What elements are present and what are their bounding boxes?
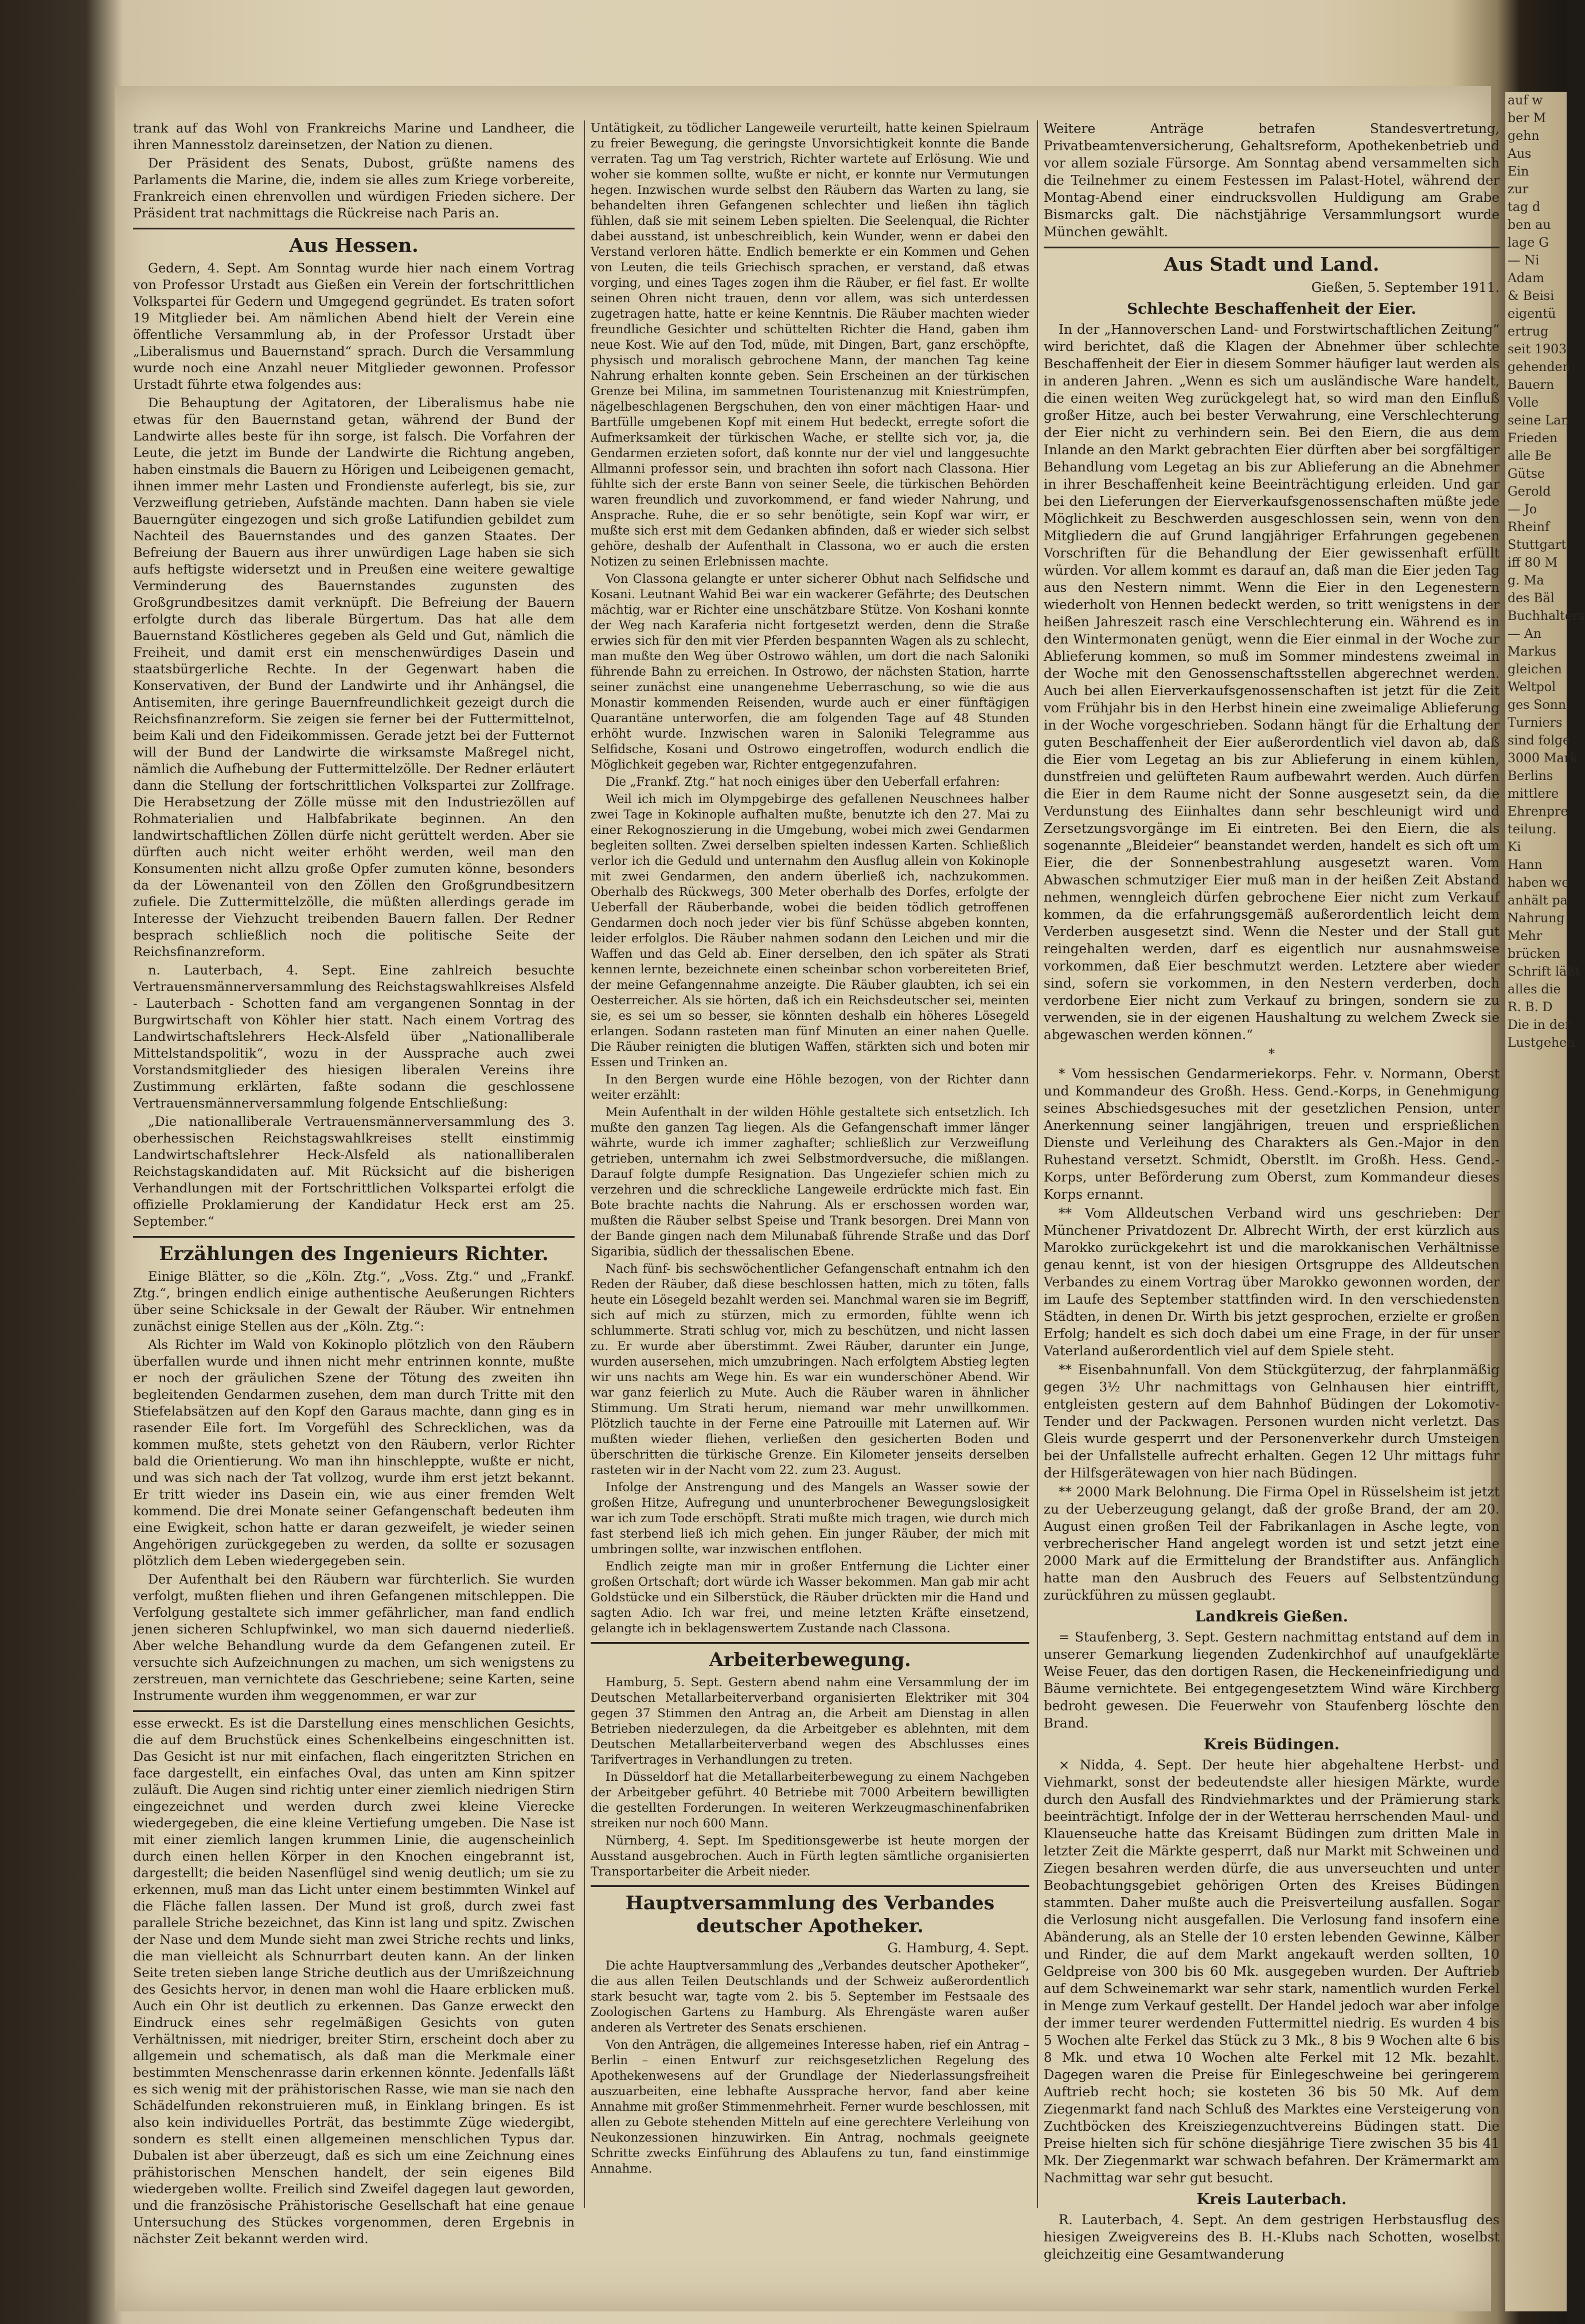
paragraph: Von den Anträgen, die allgemeines Interesse haben, rief ein Antrag – Berlin – einen Entwurf zur reichsgesetzlichen Regelung des Apothekenwesens auf der Grundlage der Niederlassungsfreiheit auszuarbeiten, eine lebhafte Aussprache hervor, fand aber keine Annahme mit großer Stimmenmehrheit. Ferner wurde beschlossen, mit allen zu Gebote stehenden Mitteln auf eine gerechtere Verleihung von Neukonzessionen hinzuwirken. Ein Antrag, nochmals geeignete Schritte zwecks Einführung des Ablaufens zu tun, fand einstimmige Annahme.: [591, 2038, 1029, 2175]
column-1: [133, 120, 575, 2271]
edge-fragment: gehn: [1508, 129, 1540, 143]
paragraph: In den Bergen wurde eine Höhle bezogen, von der Richter dann weiter erzählt:: [591, 1073, 1029, 1102]
edge-fragment: alles die: [1508, 982, 1561, 997]
edge-fragment: g. Ma: [1508, 574, 1544, 588]
edge-fragment: — Ni: [1508, 254, 1540, 268]
adjacent-page-edge: [1505, 92, 1585, 2311]
edge-fragment: — An: [1508, 627, 1542, 641]
heading-apotheker: Hauptversammlung des Verbandes deutscher Apotheker.: [625, 1892, 995, 1937]
section-eier: [1044, 321, 1500, 1044]
edge-fragment: mittlere: [1508, 787, 1559, 801]
paragraph: esse erweckt. Es ist die Darstellung eines menschlichen Gesichts, die auf dem Bruchstück eines Schenkelbeins eingeschnitten ist. Das Gesicht ist nur mit einfachen, flach eingeritzten Strichen en face dargestellt, ein einfaches Oval, das unten am Kinn spitzer zuläuft. Die Augen sind richtig unter einer ziemlich niedrigen Stirn eingezeichnet und werden durch zwei kleine Vierecke wiedergegeben, die eine kleine Vertiefung umgeben. Die Nase ist mit einer ziemlich langen krummen Linie, die augenscheinlich durch einen hellen Körper in den Knochen eingebrannt ist, dargestellt; die beiden Nasenflügel sind wenig deutlich; um sie zu erkennen, muß man das Licht unter einem bestimmten Winkel auf die Fläche fallen lassen. Der Mund ist groß, durch zwei fast parallele Striche bezeichnet, das Kinn ist lang und spitz. Zwischen der Nase und dem Munde sieht man zwei Striche rechts und links, die man vielleicht als Schnurrbart deuten kann. An der linken Seite treten sieben lange Striche deutlich aus der Umrißzeichnung des Gesichts hervor, in denen man wohl die Haare erblicken muß. Auch ein Ohr ist deutlich zu erkennen. Das Ganze erweckt den Eindruck eines sehr regelmäßigen Gesichts von guten Verhältnissen, mit niedriger, breiter Stirn, erscheint doch aber zu allgemein und schematisch, als daß man die Merkmale einer bestimmten Menschenrasse darin erkennen könnte. Jedenfalls läßt es sich wenig mit der prähistorischen Rasse, wie man sie nach den Schädelfunden rekonstruieren muß, in Einklang bringen. Es ist also kein individuelles Porträt, das bestimmte Züge wiedergibt, sondern es stellt einen allgemeinen menschlichen Typus dar. Dubalen ist aber überzeugt, daß es sich um eine Zeichnung eines prähistorischen Menschen handelt, der sein eigenes Bild wiedergeben wollte. Freilich sind Zweifel dagegen laut geworden, und die französische Prähistorische Gesellschaft hat eine genaue Untersuchung des Stückes vorgenommen, deren Ergebnis in nächster Zeit bekannt werden wird.: [133, 1716, 575, 2247]
section-kreis-giessen: [1044, 1629, 1500, 1732]
heading-kreis-lauterbach: Kreis Lauterbach.: [1196, 2191, 1347, 2208]
paragraph: In Düsseldorf hat die Metallarbeiterbewegung zu einem Nachgeben der Arbeitgeber geführt. 40 Betriebe mit 7000 Arbeitern bewilligten die gestellten Forderungen. In weiteren Werkzeugmaschinenfabriken streiken nur noch 600 Mann.: [591, 1770, 1029, 1830]
edge-fragment: Gerold: [1508, 485, 1551, 499]
paragraph: Die „Frankf. Ztg.“ hat noch einiges über den Ueberfall erfahren:: [606, 775, 1000, 789]
section-rule: [133, 1236, 575, 1238]
section-rule: [133, 228, 575, 229]
paragraph: Die achte Hauptversammlung des „Verbandes deutscher Apotheker“, die aus allen Teilen Deutschlands und der Schweiz außerordentlich stark besucht war, tagte vom 2. bis 5. September im Festsaale des Zoologischen Gartens zu Hamburg. Als Ehrengäste waren außer anderen als Vertreter des Senats erschienen.: [591, 1959, 1029, 2034]
paragraph: Weitere Anträge betrafen Standesvertretung, Privatbeamtenversicherung, Gehaltsreform, Apothekenbetrieb und vor allem soziale Fürsorge. Am Sonntag abend versammelten sich die Teilnehmer zu einem Festessen im Palast-Hotel, während der Montag-Abend einer eindrucksvollen Huldigung am Grabe Bismarcks galt. Die nächstjährige Versammlungsort wurde München gewählt.: [1044, 122, 1500, 240]
edge-fragment: Rheinf: [1508, 520, 1550, 535]
edge-fragment: Schrift läßt: [1508, 965, 1580, 979]
edge-fragment: Turniers: [1508, 716, 1563, 730]
edge-fragment: tag d: [1508, 200, 1541, 215]
edge-fragment: lage G: [1508, 236, 1549, 250]
edge-fragment: iff 80 M: [1508, 556, 1558, 570]
heading-aus-hessen: Aus Hessen.: [289, 234, 419, 256]
column-2: [591, 120, 1029, 2271]
paragraph: Die Behauptung der Agitatoren, der Liberalismus habe nie etwas für den Bauernstand getan, während der Bund der Landwirte alles beste für ihn sorge, ist falsch. Die Vorfahren der Leute, die jetzt im Bunde der Landwirte die Richtung angeben, haben einstmals die Bauern zu Hörigen und Leibeigenen gemacht, ihnen immer mehr Lasten und Frondienste auferlegt, bis sie, zur Verzweiflung getrieben, Aufstände machten. Dann haben sie viele Bauerngüter eingezogen und sich große Latifundien gebildet zum Nachteil des Bauernstandes und des ganzen Staates. Der Befreiung der Bauern aus ihrer unwürdigen Lage haben sie sich aufs heftigste widersetzt und in Preußen eine weitere gewaltige Verminderung des Bauernstandes zugunsten des Großgrundbesitzes damit verknüpft. Die Befreiung der Bauern erfolgte durch das liberale Bürgertum. Das hat alle dem Bauernstand Köstlicheres gegeben als Geld und Gut, nämlich die Freiheit, und damit erst ein menschenwürdiges Dasein und staatsbürgerliche Rechte. In der Gegenwart haben die Konservativen, der Bund der Landwirte und ihr Anhängsel, die Antisemiten, ihre geringe Bauernfreundlichkeit gezeigt durch die Reichsfinanzreform. Sie zeigen sie ferner bei der Futtermittelnot, beim Kali und den Fideikommissen. Gerade jetzt bei der Futternot will der Bund der Landwirte die wirksamste Maßregel nicht, nämlich die Aufhebung der Futtermittelzölle. Der Redner erläutert dann die Stellung der fortschrittlichen Volkspartei zur Zollfrage. Die Herabsetzung der Zölle müsse mit den Industriezöllen auf Rohmaterialien und Halbfabrikate beginnen. An den landwirtschaftlichen Zöllen dürfe nicht gerüttelt werden. Aber sie dürften auch nicht weiter erhöht werden, weil man den Konsumenten nicht allzu große Opfer zumuten könne, besonders da der Löwenanteil von den Zöllen den Großgrundbesitzern zufiele. Die Zuttermittelzölle, die müßten allerdings gerade im Interesse der Viehzucht treibenden Bauern fallen. Der Redner besprach schließlich noch die politische Seite der Reichsfinanzreform.: [133, 396, 575, 960]
edge-fragment: sind folge: [1508, 734, 1571, 748]
paragraph: Hamburg, 5. Sept. Gestern abend nahm eine Versammlung der im Deutschen Metallarbeiterverband organisierten Elektriker mit 304 gegen 37 Stimmen den Antrag an, die Arbeit am Dienstag in allen Betrieben niederzulegen, da die Arbeitgeber es ablehnten, mit dem Deutschen Metallarbeiterverband wegen des Abschlusses eines Tarifvertrages in Verhandlungen zu treten.: [591, 1675, 1029, 1767]
edge-fragment: seine Lan: [1508, 414, 1570, 428]
section-rule: [591, 1642, 1029, 1644]
edge-fragment: ben au: [1508, 218, 1551, 232]
paragraph: R. Lauterbach, 4. Sept. An dem gestrigen Herbstausflug des hiesigen Zweigvereins des B. H.-Klubs nach Schotten, woselbst gleichzeitig eine Gesamtwanderung: [1044, 2213, 1500, 2262]
paragraph: × Nidda, 4. Sept. Der heute hier abgehaltene Herbst- und Viehmarkt, sonst der bedeutendste aller hiesigen Märkte, wurde durch den Ausfall des Rindviehmarktes und der Prämierung stark beeinträchtigt. Infolge der in der Wetterau herrschenden Maul- und Klauenseuche hatte das Kreisamt Büdingen zum dritten Male in letzter Zeit die Märkte gesperrt, daß nur Markt mit Schweinen und Ziegen besahren werden dürfe, die aus unverseuchten und unter Beobachtungsgebiet gehörigen Orten des Kreises Büdingen stammten. Daher mußte auch die Preisverteilung ausfallen. Sogar die Verlosung nicht ausgefallen. Die Verlosung fand insofern eine Abänderung, als an Stelle der 10 ersten lebenden Gewinne, Kälber und Rinder, die auf dem Markt angekauft werden sollten, 10 Geldpreise von 300 bis 60 Mk. ausgegeben wurden. Der Auftrieb auf dem Schweinemarkt war sehr stark, namentlich wurden Ferkel in Menge zum Verkauf gestellt. Der Handel jedoch war aber infolge der immer teurer werdenden Futtermittel niedrig. Es wurden 4 bis 5 Wochen alte Ferkel das Stück zu 3 Mk., 8 bis 9 Wochen alte 6 bis 8 Mk. und etwa 10 Wochen alte Ferkel mit 12 Mk. bezahlt. Dagegen waren die Preise für Einlegeschweine bei geringerem Auftrieb recht hoch; sie kosteten 36 bis 50 Mk. Auf dem Ziegenmarkt fand nach Schluß des Marktes eine Versteigerung von Zuchtböcken des Kreisziegenzuchtvereins Büdingen statt. Die Preise hielten sich für schöne diesjährige Tiere zwischen 35 bis 41 Mk. Der Ziegenmarkt war schwach befahren. Der Krämermarkt am Nachmittag war sehr gut besucht.: [1044, 1758, 1500, 2186]
edge-fragment: — Jo: [1508, 502, 1537, 517]
section-rule: [133, 1710, 575, 1712]
paragraph: = Staufenberg, 3. Sept. Gestern nachmittag entstand auf dem in unserer Gemarkung liegenden Zudenkirchhof auf unaufgeklärte Weise Feuer, das den dortigen Rasen, die Heckeneinfriedigung und Bäume vernichtete. Bei entgegengesetztem Wind wäre Kirchberg bedroht gewesen. Die Feuerwehr von Staufenberg löschte den Brand.: [1044, 1630, 1500, 1731]
edge-fragment: Hann: [1508, 858, 1543, 872]
paragraph: Der Präsident des Senats, Dubost, grüßte namens des Parlaments die Marine, die, indem sie alles zum Kriege vorbereite, Frankreich einen ehrenvollen und würdigen Frieden sichere. Der Präsident trat nachmittags die Rückreise nach Paris an.: [133, 156, 575, 221]
edge-fragment: ertrug: [1508, 325, 1549, 339]
edge-fragment: des Bäl: [1508, 591, 1555, 606]
heading-eier: Schlechte Beschaffenheit der Eier.: [1127, 301, 1416, 318]
edge-fragment: Gütse: [1508, 467, 1545, 481]
paragraph: Einige Blätter, so die „Köln. Ztg.“, „Voss. Ztg.“ und „Frankf. Ztg.“, bringen endlich einige authentische Aeußerungen Richters über seine Schicksale in der Gewalt der Räuber. Wir entnehmen zunächst einige Stellen aus der „Köln. Ztg.“:: [133, 1269, 575, 1334]
edge-fragment: seit 1903: [1508, 342, 1567, 357]
column-divider: [584, 120, 585, 2208]
edge-fragment: Stuttgart: [1508, 538, 1567, 552]
edge-fragment: Nahrung: [1508, 911, 1565, 926]
edge-fragment: auf w: [1508, 93, 1543, 108]
paragraph: Gedern, 4. Sept. Am Sonntag wurde hier nach einem Vortrag von Professor Urstadt aus Gießen ein Verein der fortschrittlichen Volkspartei für Gedern und Umgegend gegründet. Es traten sofort 19 Mitglieder bei. Am nämlichen Abend hielt der Verein eine öffentliche Versammlung ab, in der Professor Urstadt über „Liberalismus und Bauernstand“ sprach. Durch die Versammlung wurde noch eine Anzahl neuer Mitglieder gewonnen. Professor Urstadt führte etwa folgendes aus:: [133, 261, 575, 392]
paragraph: Endlich zeigte man mir in großer Entfernung die Lichter einer großen Ortschaft; dort würde ich Wasser bekommen. Man gab mir acht Goldstücke und ein Silberstück, die Räuber drückten mir die Hand und sagten Adio. Ich war frei, und meine letzten Kräfte einsetzend, gelangte ich in beklagenswertem Zustande nach Classona.: [591, 1559, 1029, 1635]
edge-fragment: Markus: [1508, 645, 1556, 659]
edge-fragment: Volle: [1508, 396, 1539, 410]
column-3: [1044, 120, 1500, 2271]
edge-fragment: Frieden: [1508, 431, 1558, 446]
paragraph: ** Eisenbahnunfall. Von dem Stückgüterzug, der fahrplanmäßig gegen 3½ Uhr nachmittags von Gelnhausen hier eintrifft, entgleisten gestern auf dem Bahnhof Büdingen der Lokomotiv-Tender und der Packwagen. Personen wurden nicht verletzt. Das Gleis wurde gesperrt und der Personenverkehr durch Umsteigen bei der Unfallstelle aufrecht erhalten. Gegen 12 Uhr mittags fuhr der Hilfsgerätewagen von hier nach Büdingen.: [1044, 1363, 1500, 1481]
paragraph: In der „Hannoverschen Land- und Forstwirtschaftlichen Zeitung“ wird berichtet, daß die Klagen der Abnehmer über schlechte Beschaffenheit der Eier in diesem Sommer häufiger laut werden als in anderen Jahren. „Wenn es sich um ausländische Ware handelt, die einen weiten Weg zurückgelegt hat, so wird man den Einfluß großer Hitze, auch bei bester Verwahrung, eine Verschlechterung der Eier nicht zu verhindern sein. Bei den Eiern, die aus dem Inlande an den Markt gebrachten Eier dürften aber bei sorgfältiger Behandlung vom Legetag an bis zur Ablieferung an die Abnehmer in ihrer Beschaffenheit keine Beeinträchtigung erleiden. Und gar bei den Lieferungen der Eierverkaufsgenossenschaften müßte jede Möglichkeit zu Beschwerden ausgeschlossen sein, wenn von den Mitgliedern die auf Grund langjähriger Erfahrungen gegebenen Vorschriften für die Behandlung der Eier gewissenhaft erfüllt würden. Vor allem kommt es darauf an, daß man die Eier jeden Tag aus den Nestern nimmt. Wenn die Eier in den Legenestern wiederholt von Hennen bedeckt werden, so tritt wenigstens in der heißen Jahreszeit rasch eine Verschlechterung ein. Während es in den Wintermonaten genügt, wenn die Eier einmal in der Woche zur Ablieferung kommen, so muß im Sommer mindestens zweimal in der Woche mit den Genossenschaftsstellen abgerechnet werden. Auch bei allen Eierverkaufsgenossenschaften ist jetzt für die Zeit vom Frühjahr bis in den Herbst hinein eine zweimalige Ablieferung in der Woche vorgeschrieben. Sodann hängt für die Erhaltung der guten Beschaffenheit der Eier außerordentlich viel davon ab, daß die Eier vom Legetag an bis zur Ablieferung in einem kühlen, dunstfreien und gelüfteten Raum aufbewahrt werden. Auch dürfen die Eier in dem Raume nicht der Sonne ausgesetzt sein, da die Verdunstung des Eiinhaltes dann sehr beschleunigt wird und Zersetzungsvorgänge im Ei eintreten. Bei den Eiern, die als sogenannte „Bleideier“ beanstandet werden, handelt es sich oft um Eier, die der Sonnenbestrahlung ausgesetzt waren. Vom Abwaschen schmutziger Eier muß man in der heißen Zeit Abstand nehmen, wenngleich dürfen gebrochene Eier nicht zum Verkauf kommen, da die erfahrungsgemäß außerordentlich leicht dem Verderben ausgesetzt sind. Wenn die Nester und der Stall gut reingehalten werden, darf es eigentlich nur ausnahmsweise vorkommen, daß Eier beschmutzt werden. Letztere aber wieder sind, sofern sie vorkommen, in den Nestern verderben, doch verdorbene Eier nicht zum Verkauf zu bringen, sondern sie zu verwenden, sie in der eigenen Haushaltung zu welchem Zweck sie abgewaschen werden können.“: [1044, 322, 1500, 1043]
paragraph: Weil ich mich im Olympgebirge des gefallenen Neuschnees halber zwei Tage in Kokinople aufhalten mußte, benutzte ich den 27. Mai zu einer Rekognoszierung in die Umgebung, wobei mich zwei Gendarmen begleiten sollten. Zwei derselben spielten indessen Karten. Schließlich verlor ich die Geduld und unternahm den Ausflug allein von Kokinople mit zwei Gendarmen, den andern überließ ich, nachzukommen. Oberhalb des Rückwegs, 300 Meter oberhalb des Dorfes, erfolgte der Ueberfall der Räuberbande, wobei die beiden tödlich getroffenen Gendarmen doch noch jeder vier bis fünf Schüsse abgeben konnten, leider erfolglos. Die Räuber nahmen sodann den Leichen und mir die Waffen und das Geld ab. Einer derselben, den ich später als Strati kennen lernte, bezeichnete einen scheinbar schon vorbereiteten Brief, der meine Gefangennahme anzeigte. Die Räuber glaubten, ich sei ein Oesterreicher. Als sie hörten, daß ich ein Reichsdeutscher sei, meinten sie, es sei um so besser, sie könnten deshalb ein höheres Lösegeld erlangen. Sodann rasteten man fünf Minuten an einer nahen Quelle. Die Räuber reinigten die blutigen Waffen, stärkten sich und boten mir Essen und Trinken an.: [591, 792, 1029, 1069]
paragraph: Infolge der Anstrengung und des Mangels an Wasser sowie der großen Hitze, Aufregung und ununterbrochener Bewegungslosigkeit war ich zum Tode erschöpft. Strati mußte mich tragen, wie durch mich fast sterbend ließ ich mich gehen. Ein junger Räuber, der mich mit umbringen sollte, war inzwischen entflohen.: [591, 1480, 1029, 1556]
section-feuilleton: [133, 1715, 575, 2248]
section-notices: [1044, 1066, 1500, 1604]
paragraph: Untätigkeit, zu tödlicher Langeweile verurteilt, hatte keinen Spielraum zu freier Bewegung, die geringste Unvorsichtigkeit konnte die Bande verraten. Tag um Tag verstrich, Richter wartete auf Erlösung. Wie und woher sie kommen sollte, wußte er nicht, er konnte nur Vermutungen hegen. Inzwischen wurde selbst den Räubern das Warten zu lang, sie behandelten ihren Gefangenen schlechter und ließen ihn täglich fühlen, daß sie mit seinem Leben spielten. Die Seelenqual, die Richter dabei ausstand, ist unbeschreiblich, kein Wunder, wenn er dabei den Verstand verloren hätte. Endlich bemerkte er ein Kommen und Gehen von Leuten, die teils Griechisch sprachen, er verstand, daß etwas vorging, und eines Tages zogen ihm die Räuber, er fiel fast. Er wollte seinen Ohren nicht trauen, denn vor allem, was sich unterdessen zugetragen hatte, hatte er keine Kenntnis. Die Räuber machten wieder freundliche Gesichter und schüttelten Richter die Hand, gaben ihm neue Kost. Wie auf den Tod, müde, mit Dingen, Bart, ganz erschöpfte, physisch und moralisch gebrochene Mann, der manchen Tag keine Nahrung erhalten konnte geben. Sein Erscheinen an der türkischen Grenze bei Milina, im sammetnen Touristenanzug mit Kniestrümpfen, nägelbeschlagenen Bergschuhen, den von einer mächtigen Haar- und Bartfülle umgebenen Kopf mit einem Hut bedeckt, erregte sofort die Aufmerksamkeit der türkischen Wache, er stellte sich vor, ja, die Gendarmen erzieten sofort, daß konnte nur der viel und langgesuchte Allmanni professor sein, und brachten ihn sofort nach Classona. Hier fühlte sich der erste Bann von seiner Seele, die türkischen Behörden waren freundlich und zuvorkommend, er fand wieder Nahrung, und Ansprache. Ruhe, die er so sehr benötigte, sein Kopf war wirr, er mußte sich erst mit dem Gedanken abfinden, daß er wieder sich selbst gehöre, deshalb der Aufenthalt in Classona, wo er auch die ersten Notizen zu seinen Erlebnissen machte.: [591, 121, 1029, 568]
paragraph: ** 2000 Mark Belohnung. Die Firma Opel in Rüsselsheim ist jetzt zu der Ueberzeugung gelangt, daß der große Brand, der am 20. August einen großen Teil der Fabrikanlagen in Asche legte, von verbrecherischer Hand angelegt worden ist und setzt jetzt eine 2000 Mark auf die Ermittelung der Brandstifter aus. Anfänglich hatte man den Ausbruch des Feuers auf Selbstentzündung zurückführen zu müssen geglaubt.: [1044, 1485, 1500, 1603]
edge-fragment: Mehr: [1508, 929, 1543, 943]
section-kreis-buedingen: [1044, 1757, 1500, 2187]
edge-fragment: zur: [1508, 182, 1529, 197]
paragraph: Nürnberg, 4. Sept. Im Speditionsgewerbe ist heute morgen der Ausstand ausgebrochen. Auch in Fürth legten sämtliche organisierten Transportarbeiter die Arbeit nieder.: [591, 1834, 1029, 1878]
edge-fragment: teilung.: [1508, 822, 1557, 837]
paragraph: „Die nationalliberale Vertrauensmännerversammlung des 3. oberhessischen Reichstagswahlkreises stellt einstimmig Landwirtschaftslehrer Heck-Alsfeld als nationalliberalen Reichstagskandidaten auf. Mit Rücksicht auf die bisherigen Verhandlungen mit der Fortschrittlichen Volkspartei erfolgt die offizielle Proklamierung der Kandidatur Heck erst am 25. September.“: [133, 1114, 575, 1229]
separator-asterisk: *: [1268, 1047, 1275, 1062]
edge-fragment: & Beisi: [1508, 289, 1555, 303]
col1-intro: [133, 120, 575, 222]
section-kreis-lauterbach: [1044, 2212, 1500, 2263]
edge-fragment: ber M: [1508, 111, 1547, 126]
edge-fragment: alle Be: [1508, 449, 1552, 463]
edge-fragment: Ki: [1508, 840, 1521, 855]
section-richter: [133, 1269, 575, 1705]
edge-fragment: Bauern: [1508, 378, 1555, 392]
heading-arbeiterbewegung: Arbeiterbewegung.: [709, 1648, 911, 1671]
heading-kreis-giessen: Landkreis Gießen.: [1195, 1608, 1348, 1625]
edge-fragment: Adam: [1508, 271, 1544, 286]
paragraph: trank auf das Wohl von Frankreichs Marine und Landheer, die ihren Mannesstolz dareinsetzen, der Nation zu dienen.: [133, 121, 575, 153]
paragraph: n. Lauterbach, 4. Sept. Eine zahlreich besuchte Vertrauensmännerversammlung des Reichstagswahlkreises Alsfeld - Lauterbach - Schotten fand am vergangenen Sonntag in der Burgwirtschaft von Köhler hier statt. Nach einem Vortrag des Landwirtschaftslehrers Heck-Alsfeld über „Nationalliberale Mittelstandspolitik“, wozu in der Aussprache auch zwei Vorstandsmitglieder des hiesigen liberalen Vereins ihre Zustimmung erklärten, faßte sodann die geschlossene Vertrauensmännerversammlung folgende Entschließung:: [133, 963, 575, 1111]
edge-fragment: Die in der: [1508, 1018, 1571, 1032]
edge-fragment: R. B. D: [1508, 1000, 1553, 1015]
edge-fragment: brücken: [1508, 947, 1560, 961]
edge-fragment: gehenden: [1508, 360, 1571, 375]
paragraph: Mein Aufenthalt in der wilden Höhle gestaltete sich entsetzlich. Ich mußte den ganzen Tag liegen. Als die Gefangenschaft immer länger währte, wurde ich immer zaghafter; schließlich zur Verzweiflung getrieben, unternahm ich zwei Selbstmordversuche, die mißlangen. Darauf folgte dumpfe Resignation. Das Ungeziefer schien mich zu verzehren und die schreckliche Langeweile erdrückte mich fast. Ein Bote brachte nachts die Nahrung. Als er erschossen worden war, mußten die Räuber selbst Speise und Trank besorgen. Drei Mann von der Bande gingen nach dem Milunabaß führende Straße und das Dorf Sigaribia, südlich der thessalischen Ebene.: [591, 1105, 1029, 1258]
section-arbeiter: [591, 1675, 1029, 1880]
edge-fragment: Weltpol: [1508, 680, 1556, 695]
edge-fragment: Ein: [1508, 165, 1529, 179]
paragraph: Der Aufenthalt bei den Räubern war fürchterlich. Sie wurden verfolgt, mußten fliehen und ihren Gefangenen mitschleppen. Die Verfolgung gestaltete sich immer gefährlicher, man fand endlich jenen sicheren Schlupfwinkel, wo man sich dauernd niederließ. Aber welche Behandlung wurde da dem Gefangenen zuteil. Er versuchte sich Aufzeichnungen zu machen, um sich wenigstens zu zerstreuen, man vernichtete das Geschriebene; seine Karten, seine Instrumente wurden ihm weggenommen, er war zur: [133, 1572, 575, 1703]
paragraph: Von Classona gelangte er unter sicherer Obhut nach Selfidsche und Kosani. Leutnant Wahid Bei war ein wackerer Gefährte; des Deutschen mächtig, war er Richter eine unschätzbare Stütze. Von Koshani konnte der Weg nach Karaferia nicht fortgesetzt werden, denn die Straße erwies sich für den mit vier Pferden bespannten Wagen als zu schlecht, man mußte den Weg über Ostrowo wählen, um dort die nach Saloniki führende Bahn zu erreichen. In Ostrowo, der nächsten Station, harrte seiner zunächst eine unangenehme Ueberraschung, so wie die aus Monastir kommenden Reisenden, wurde auch er einer fünftägigen Quarantäne unterworfen, die am folgenden Tage auf 48 Stunden erhöht wurde. Inzwischen waren in Saloniki Telegramme aus Selfidsche, Kosani und Ostrowo eingetroffen, wodurch endlich die Möglichkeit gegeben war, Richter entgegenzufahren.: [591, 572, 1029, 771]
edge-fragment: anhält pa: [1508, 894, 1568, 908]
section-rule: [1044, 247, 1500, 248]
edge-fragment: haben we: [1508, 876, 1570, 890]
edge-fragment: gleichen: [1508, 662, 1562, 677]
heading-stadt-und-land: Aus Stadt und Land.: [1164, 253, 1380, 275]
heading-richter: Erzählungen des Ingenieurs Richter.: [159, 1242, 549, 1265]
heading-kreis-buedingen: Kreis Büdingen.: [1204, 1736, 1340, 1753]
paragraph: ** Vom Alldeutschen Verband wird uns geschrieben: Der Münchener Privatdozent Dr. Albrecht Wirth, der erst kürzlich aus Marokko zurückgekehrt ist und die marokkanischen Verhältnisse genau kennt, ist von der hiesigen Ortsgruppe des Alldeutschen Verbandes zu einem Vortrag über Marokko gewonnen worden, der im Laufe des September stattfinden wird. In den verschiedensten Städten, in denen Dr. Wirth bis jetzt gesprochen, erzielte er großen Erfolg; handelt es sich doch dabei um eine Frage, in der für unser Vaterland außerordentlich viel auf dem Spiele steht.: [1044, 1206, 1500, 1359]
edge-fragment: Aus: [1508, 147, 1532, 161]
section-richter-cont: [591, 120, 1029, 1636]
column-divider: [1037, 120, 1038, 2208]
section-rule: [591, 1885, 1029, 1887]
section-apotheker: [591, 1941, 1029, 2177]
paragraph: Nach fünf- bis sechswöchentlicher Gefangenschaft entnahm ich den Reden der Räuber, daß diese beschlossen hatten, mich zu töten, falls heute ein Lösegeld bezahlt werden sei. Manchmal waren sie im Begriff, sich auf mich zu stürzen, mich zu ermorden, fühlte wenn ich schlummerte. Strati schlug vor, mich zu beschützen, und nicht lassen zu. Er wurde aber überstimmt. Zwei Räuber, darunter ein Junge, wurden ausersehen, mich umzubringen. Nach erfolgtem Abstieg legten wir uns nachts am Wege hin. Es war ein wunderschöner Abend. Wir war ganz feierlich zu Mute. Auch die Räuber waren in ähnlicher Stimmung. Um Strati herum, niemand war mehr unwillkommen. Plötzlich tauchte in der Ferne eine Patrouille mit Laternen auf. Wir mußten wieder fliehen, verließen den gesicherten Boden und überschritten die türkische Grenze. Ein Kilometer jenseits derselben rasteten wir in der Nacht vom 22. zum 23. August.: [591, 1262, 1029, 1477]
section-hessen: [133, 260, 575, 1230]
edge-fragment: eigentü: [1508, 307, 1556, 321]
paragraph: * Vom hessischen Gendarmeriekorps. Fehr. v. Normann, Oberst und Kommandeur des Großh. Hess. Gend.-Korps, in Genehmigung seines Abschiedsgesuches mit der gesetzlichen Pension, unter Anerkennung seiner langjährigen, treuen und ersprießlichen Dienste und Verleihung des Charakters als Gen.-Major in den Ruhestand versetzt. Schmidt, Oberstlt. im Großh. Hess. Gend.-Korps, unter Beförderung zum Oberst, zum Kommandeur dieses Korps ernannt.: [1044, 1067, 1500, 1202]
edge-fragment: ges Sonn: [1508, 698, 1567, 712]
edge-fragment: Ehrenpre: [1508, 805, 1568, 819]
edge-fragment: Berlins: [1508, 769, 1553, 783]
edge-fragment: 3000 Mark: [1508, 751, 1578, 766]
paragraph: Als Richter im Wald von Kokinoplo plötzlich von den Räubern überfallen wurde und ihnen nicht mehr entrinnen konnte, mußte er noch der gräulichen Szene der Tötung des zweiten ihn begleitenden Gendarmen zusehen, dem man durch Tritte mit den Stiefelabsätzen auf den Kopf den Garaus machte, dann ging es in rasender Eile fort. Im Vorgefühl des Schrecklichen, was da kommen mußte, stets gehetzt von den Räubern, verlor Richter bald die Orientierung. Wo man ihn hinschleppte, wußte er nicht, und was sich nach der Tat vollzog, wurde ihm erst jetzt bekannt. Er tritt wieder ins Dasein ein, wie aus einer fremden Welt kommend. Die drei Monate seiner Gefangenschaft bedeuten ihm eine Ewigkeit, schon hatte er daran gezweifelt, je wieder seinen Angehörigen zurückgegeben zu werden, da sollte er sozusagen plötzlich dem Leben wiedergegeben sein.: [133, 1338, 575, 1569]
dateline: Gießen, 5. September 1911.: [1311, 280, 1500, 295]
section-apotheker-cont: [1044, 120, 1500, 241]
dateline: G. Hamburg, 4. Sept.: [887, 1941, 1029, 1956]
edge-fragment: Lustgehen: [1508, 1036, 1575, 1050]
edge-fragment: Buchhalters: [1508, 609, 1585, 623]
